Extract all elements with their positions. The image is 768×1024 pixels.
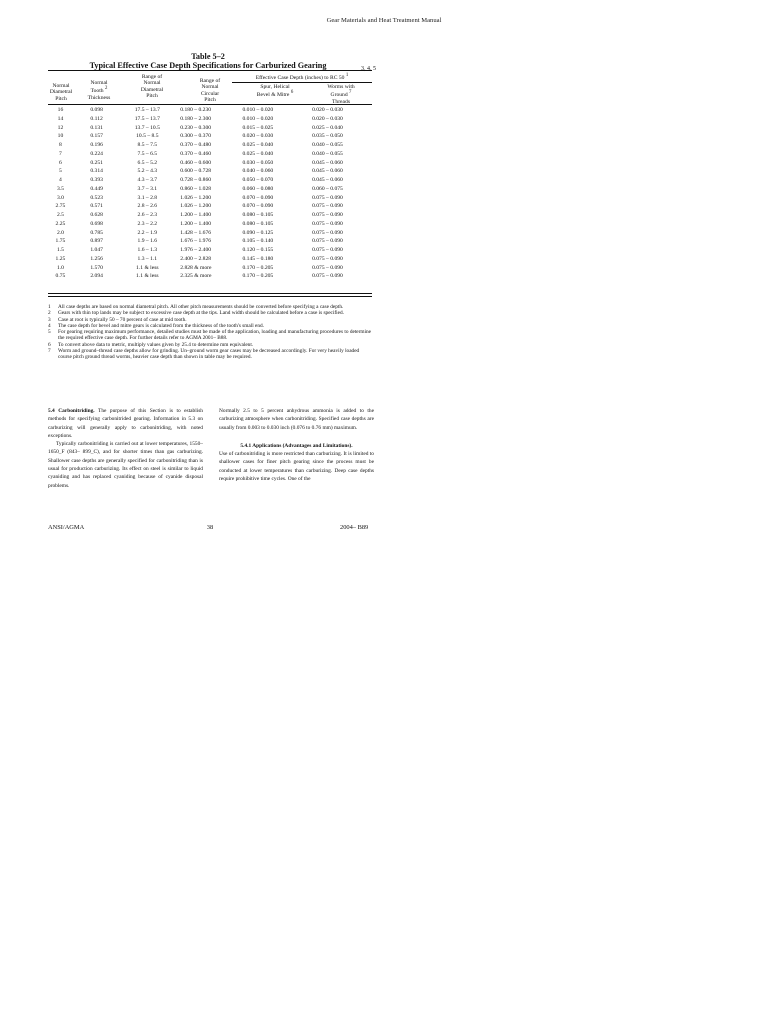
header-range-circular-pitch: Range of Normal Circular Pitch — [199, 78, 221, 104]
table-cell: 0.600 – 0.728 — [180, 168, 212, 175]
table-row — [48, 185, 372, 194]
table-row — [48, 124, 372, 133]
table-cell: 2.2 – 1.9 — [137, 229, 158, 236]
table-cell: 10.5 – 8.5 — [136, 133, 159, 140]
table-cell: 0.180 – 0.230 — [180, 107, 212, 113]
table-cell: 0.080 – 0.105 — [242, 220, 274, 227]
table-cell: 4.3 – 3.7 — [137, 177, 158, 183]
table-cell: 2.3 – 2.2 — [137, 220, 158, 227]
table-cell: 1.047 — [90, 247, 103, 253]
table-header-rule — [48, 104, 372, 105]
table-cell: 8 — [59, 142, 62, 148]
table-cell: 0.045 – 0.060 — [312, 177, 343, 183]
header-range-diametral-pitch: Range of Normal Diametral Pitch — [140, 74, 164, 100]
table-cell: 0.120 – 0.155 — [242, 247, 274, 253]
table-cell: 0.090 – 0.125 — [242, 229, 274, 236]
table-cell: 0.070 – 0.090 — [242, 203, 274, 210]
table-row — [48, 115, 372, 124]
footnote-number: 4 — [48, 322, 51, 329]
table-row — [48, 167, 372, 176]
table-cell: 16 — [57, 107, 64, 113]
table-cell: 17.5 – 13.7 — [134, 115, 160, 122]
table-cell: 0.040 – 0.055 — [312, 150, 343, 157]
table-cell: 0.075 – 0.090 — [312, 238, 343, 245]
table-cell: 0.314 — [90, 168, 103, 175]
table-cell: 0.025 – 0.040 — [242, 142, 274, 148]
table-cell: 0.070 – 0.090 — [242, 194, 274, 201]
table-row — [48, 237, 372, 246]
table-cell: 2.400 – 2.828 — [180, 255, 212, 262]
running-head: Gear Materials and Heat Treatment Manual — [326, 17, 442, 24]
right-paragraph-1: Normally 2.5 to 5 percent anhydrous ammonia is added to the carburizing atmosphere when carbonitriding. Specified case depths are usually from 0.003 to 0.030 inch (0.076 to 0.76 mm) maximum. — [219, 408, 374, 431]
header-normal-tooth-thickness: Normal Tooth $^2$ Thickness — [87, 80, 111, 101]
footer-left: ANSI/AGMA — [48, 524, 85, 531]
table-cell: 2.325 & more — [180, 273, 212, 280]
table-row — [48, 272, 372, 281]
footnote-text: The case depth for bevel and mitre gears is calculated from the thickness of the tooth's small end. — [58, 322, 264, 329]
left-paragraph-1: The purpose of this Section is to establish methods for specifying carbonitrided gearing. Information in 5.3 on carburizing will generally apply to carbonitriding, with noted exceptions. — [48, 408, 203, 439]
table-cell: 0.131 — [90, 124, 103, 131]
table-cell: 1.0 — [56, 264, 64, 271]
left-paragraph-2: Typically carbonitriding is carried out at lower temperatures, 1550– 1650_F (843– 899_C), and for shorter times than gas carburizing. Shallower case depths are generally specified for carbonitriding than is usual for production carburizing. Its effect on steel is similar to liquid cyaniding and has replaced cyaniding because of cyanide disposal problems. — [48, 441, 203, 489]
table-cell: 4 — [59, 177, 62, 183]
table-cell: 1.9 – 1.6 — [137, 238, 158, 245]
table-cell: 2.6 – 2.3 — [137, 212, 158, 218]
table-cell: 1.75 — [55, 238, 66, 245]
table-cell: 0.075 – 0.090 — [312, 229, 343, 236]
footnote-number: 7 — [48, 348, 51, 355]
table-row — [48, 255, 372, 264]
table-row — [48, 202, 372, 211]
table-cell: 7 — [59, 150, 62, 157]
table-row — [48, 220, 372, 229]
table-cell: 0.060 – 0.075 — [312, 185, 343, 192]
table-title-block — [48, 52, 368, 70]
table-cell: 1.026 – 1.200 — [180, 203, 212, 210]
table-cell: 0.045 – 0.060 — [312, 168, 343, 175]
table-cell: 0.075 – 0.090 — [312, 264, 343, 271]
table-row — [48, 246, 372, 255]
table-top-rule — [48, 70, 372, 71]
footnote — [48, 329, 373, 342]
footnote-text: To convert above data to metric, multiply values given by 25.4 to determine mm equivalent. — [58, 341, 254, 348]
table-cell: 3.1 – 2.8 — [137, 194, 158, 201]
table-cell: 0.075 – 0.090 — [312, 273, 343, 280]
table-cell: 0.040 – 0.060 — [242, 168, 274, 175]
table-cell: 0.060 – 0.080 — [242, 185, 274, 192]
footnote-number: 5 — [48, 329, 51, 336]
table-cell: 0.698 — [90, 220, 103, 227]
table-cell: 1.976 – 2.400 — [180, 247, 212, 253]
table-cell: 0.098 — [90, 107, 103, 113]
table-cell: 0.075 – 0.090 — [312, 194, 343, 201]
table-cell: 0.251 — [90, 159, 103, 166]
table-title: Typical Effective Case Depth Specifications for Carburized Gearing — [89, 61, 327, 70]
table-row — [48, 132, 372, 141]
footer-right: 2004– B89 — [340, 524, 369, 531]
table-cell: 0.050 – 0.070 — [242, 177, 274, 183]
header-spur-helical-bevel: Spur, Helical Bevel & Mitre $^6$ — [256, 84, 294, 99]
table-cell: 2.8 – 2.6 — [137, 203, 158, 210]
table-cell: 5 — [59, 168, 62, 175]
table-cell: 0.075 – 0.090 — [312, 203, 343, 210]
table-cell: 1.676 – 1.976 — [180, 238, 212, 245]
table-cell: 1.570 — [90, 264, 103, 271]
table-cell: 0.025 – 0.040 — [312, 124, 343, 131]
footnote-number: 1 — [48, 304, 51, 310]
table-cell: 8.5 – 7.5 — [137, 142, 158, 148]
table-cell: 0.105 – 0.140 — [242, 238, 274, 245]
table-cell: 2.25 — [55, 220, 66, 227]
table-cell: 5.2 – 4.3 — [137, 168, 158, 175]
table-bottom-rule-2 — [48, 296, 372, 297]
table-cell: 6.5 – 5.2 — [137, 159, 158, 166]
table-cell: 6 — [59, 159, 62, 166]
table-cell: 0.170 – 0.205 — [242, 264, 274, 271]
table-cell: 0.020 – 0.030 — [312, 107, 343, 113]
table-cell: 2.5 — [56, 212, 64, 218]
case-depth-table — [48, 106, 372, 281]
page-number: 38 — [206, 524, 214, 531]
table-cell: 0.145 – 0.180 — [242, 255, 274, 262]
table-cell: 0.020 – 0.030 — [242, 133, 274, 140]
section-heading-5-4: 5.4 Carbonitriding. — [48, 408, 95, 414]
table-row — [48, 141, 372, 150]
table-cell: 1.1 & less — [136, 264, 159, 271]
table-cell: 0.897 — [90, 238, 103, 245]
table-cell: 1.200 – 1.400 — [180, 220, 212, 227]
table-row — [48, 194, 372, 203]
table-cell: 7.5 – 6.5 — [137, 150, 158, 157]
footnote-text: All case depths are based on normal diametral pitch. All other pitch measurements should be converted before specifying a case depth. — [58, 304, 344, 310]
table-number: Table 5–2 — [191, 52, 225, 61]
table-cell: 0.112 — [90, 115, 103, 122]
table-cell: 0.010 – 0.020 — [242, 107, 274, 113]
table-cell: 0.393 — [90, 177, 103, 183]
table-cell: 1.6 – 1.3 — [137, 247, 158, 253]
subsection-heading-5-4-1: 5.4.1 Applications (Advantages and Limitations). — [240, 442, 353, 449]
table-cell: 0.523 — [90, 194, 103, 201]
header-normal-diametral-pitch: Normal Diametral Pitch — [49, 83, 73, 102]
table-row — [48, 229, 372, 238]
footnote-text: Case at root is typically 50 – 70 percent of case at mid tooth. — [58, 316, 187, 323]
table-cell: 0.75 — [55, 273, 66, 280]
table-cell: 0.075 – 0.090 — [312, 212, 343, 218]
table-cell: 1.5 — [56, 247, 64, 253]
body-right-column — [219, 407, 374, 483]
table-cell: 2.75 — [55, 203, 66, 210]
footnote-number: 6 — [48, 341, 51, 348]
table-cell: 0.460 – 0.600 — [180, 159, 212, 166]
table-cell: 0.370 – 0.460 — [180, 150, 212, 157]
table-cell: 1.428 – 1.676 — [180, 229, 212, 236]
table-row — [48, 264, 372, 273]
table-cell: 0.030 – 0.050 — [242, 159, 274, 166]
table-cell: 0.025 – 0.040 — [242, 150, 274, 157]
table-cell: 0.010 – 0.020 — [242, 115, 274, 122]
table-cell: 0.075 – 0.090 — [312, 247, 343, 253]
footnote-text: For gearing requiring maximum performance, detailed studies must be made of the application, loading and manufacturing procedures to determine the required effective case depth. For further details refer to AGMA 2001– B88. — [58, 329, 372, 342]
table-cell: 0.449 — [90, 185, 103, 192]
table-cell: 10 — [57, 133, 64, 140]
footnote-number: 3 — [48, 316, 51, 323]
table-cell: 1.200 – 1.400 — [180, 212, 212, 218]
table-cell: 0.196 — [90, 142, 103, 148]
table-cell: 0.230 – 0.300 — [180, 124, 212, 131]
table-bottom-rule-1 — [48, 293, 372, 294]
table-cell: 0.860 – 1.028 — [180, 185, 212, 192]
table-cell: 2.094 — [90, 273, 103, 280]
table-row — [48, 176, 372, 185]
table-cell: 3.7 – 3.1 — [137, 185, 158, 192]
footnote-text: Gears with thin top lands may be subject to excessive case depth at the tips. Land width should be calculated before a case is specified. — [58, 310, 344, 317]
table-cell: 0.180 – 2.300 — [180, 115, 212, 122]
table-cell: 1.3 – 1.1 — [137, 255, 158, 262]
table-cell: 0.157 — [90, 133, 103, 140]
table-cell: 3.0 — [56, 194, 64, 201]
table-cell: 17.5 – 13.7 — [134, 107, 160, 113]
footnote-number: 2 — [48, 310, 51, 317]
header-effective-case-depth: Effective Case Depth (inches) to RC 50 $^1$ — [232, 72, 372, 83]
table-cell: 0.224 — [90, 150, 103, 157]
table-cell: 0.075 – 0.090 — [312, 255, 343, 262]
table-cell: 1.026 – 1.200 — [180, 194, 212, 201]
header-worms-ground-threads: Worms with Ground $^7$ Threads — [327, 84, 355, 105]
right-paragraph-2: Use of carbonitriding is more restricted than carburizing. It is limited to shallower cases for finer pitch gearing since the process must be conducted at lower temperatures than carburizing. Deep case depths require prohibitive time cycles. One of the — [219, 451, 374, 483]
table-row — [48, 150, 372, 159]
table-cell: 0.628 — [90, 212, 103, 218]
table-notes — [48, 304, 373, 361]
table-cell: 0.571 — [90, 203, 103, 210]
body-left-column — [48, 407, 203, 490]
table-cell: 0.370 – 0.480 — [180, 142, 212, 148]
table-cell: 0.035 – 0.050 — [312, 133, 343, 140]
table-cell: 1.1 & less — [136, 273, 159, 280]
table-cell: 0.170 – 0.205 — [242, 273, 274, 280]
table-row — [48, 211, 372, 220]
table-cell: 12 — [57, 124, 64, 131]
table-cell: 0.040 – 0.055 — [312, 142, 343, 148]
table-cell: 0.075 – 0.090 — [312, 220, 343, 227]
table-cell: 0.045 – 0.060 — [312, 159, 343, 166]
table-cell: 0.785 — [90, 229, 103, 236]
table-cell: 14 — [57, 115, 64, 122]
table-cell: 0.728 – 0.860 — [180, 177, 212, 183]
table-cell: 0.020 – 0.030 — [312, 115, 343, 122]
table-cell: 0.080 – 0.105 — [242, 212, 274, 218]
table-cell: 13.7 – 10.5 — [134, 124, 160, 131]
table-title-superscripts: 3, 4, 5 — [361, 66, 376, 72]
table-cell: 2.0 — [56, 229, 64, 236]
footnote — [48, 348, 373, 361]
table-cell: 2.828 & more — [180, 264, 212, 271]
table-cell: 1.25 — [55, 255, 66, 262]
table-row — [48, 159, 372, 168]
footnote-text: Worm and ground–thread case depths allow for grinding. Un–ground worm gear cases may be decreased accordingly. For very heavily loaded course pitch ground thread worms, heavier case depth than shown in table may be required. — [58, 348, 360, 361]
table-cell: 1.256 — [90, 255, 103, 262]
table-cell: 0.300 – 0.370 — [180, 133, 212, 140]
table-cell: 3.5 — [56, 185, 64, 192]
table-cell: 0.015 – 0.025 — [242, 124, 274, 131]
table-row — [48, 106, 372, 115]
